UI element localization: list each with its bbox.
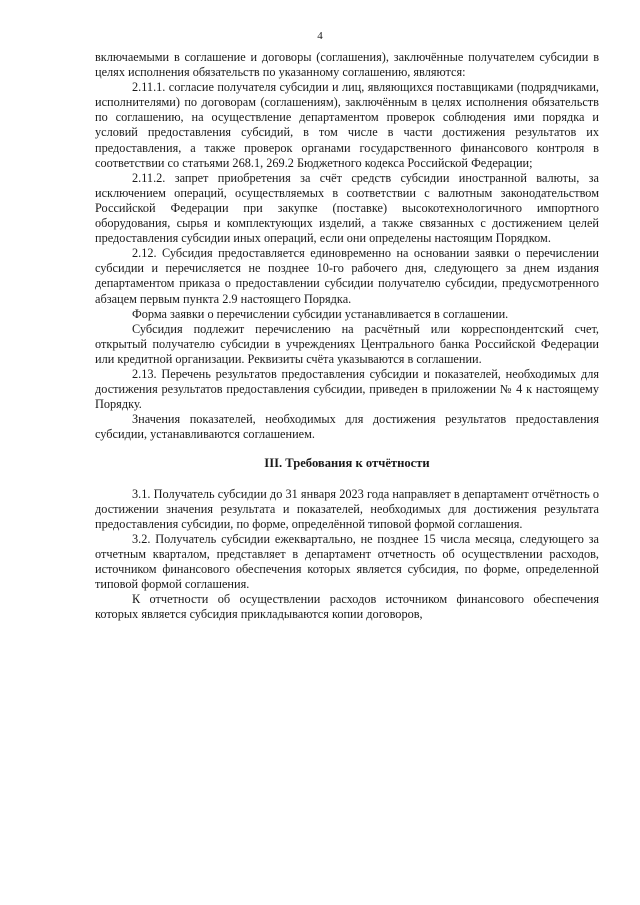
paragraph-2-11-2: 2.11.2. запрет приобретения за счёт средств субсидии иностранной валюты, за исключением операций, осуществляемых в соответствии с валютным законодательством Российской Федерации при закупке (поставке) высокотехнологичного импортного оборудования, сырья и комплектующих изделий, а также связанных с достижением целей предоставления субсидии иных операций, если они определены настоящим Порядком. bbox=[95, 170, 599, 246]
document-body bbox=[95, 50, 599, 622]
paragraph-report-attachments: К отчетности об осуществлении расходов источником финансового обеспечения которых является субсидия прикладываются копии договоров, bbox=[95, 592, 599, 622]
section-heading: III. Требования к отчётности bbox=[264, 456, 430, 471]
paragraph-continuation: включаемыми в соглашение и договоры (соглашения), заключённые получателем субсидии в целях исполнения обязательств по указанному соглашению, являются: bbox=[95, 50, 599, 80]
paragraph-2-12: 2.12. Субсидия предоставляется единовременно на основании заявки о перечислении субсидии и перечисляется не позднее 10-го рабочего дня, следующего за днем издания департаментом приказа о предоставлении субсидии получателю субсидии, предусмотренного абзацем первым пункта 2.9 настоящего Порядка. bbox=[95, 246, 599, 306]
paragraph-request-form: Форма заявки о перечислении субсидии устанавливается в соглашении. bbox=[132, 306, 509, 321]
paragraph-indicator-values: Значения показателей, необходимых для достижения результатов предоставления субсидии, устанавливаются соглашением. bbox=[95, 412, 599, 442]
page-number: 4 bbox=[317, 30, 323, 42]
paragraph-3-2: 3.2. Получатель субсидии ежеквартально, не позднее 15 числа месяца, следующего за отчетным кварталом, представляет в департамент отчетность об осуществлении расходов, источником финансового обеспечения которых является субсидия, по форме, определенной типовой формой соглашения. bbox=[95, 531, 599, 592]
paragraph-3-1: 3.1. Получатель субсидии до 31 января 2023 года направляет в департамент отчётность о достижении значения результата и показателей, необходимых для достижения результата предоставления субсидии, по форме, определённой типовой формой соглашения. bbox=[95, 486, 599, 531]
paragraph-2-11-1: 2.11.1. согласие получателя субсидии и лиц, являющихся поставщиками (подрядчиками, исполнителями) по договорам (соглашениям), заключённым в целях исполнения обязательств по соглашению, на осуществление департаментом проверок соблюдения ими порядка и условий предоставления субсидий, в том числе в части достижения результатов их предоставления, а также проверок органами государственного финансового контроля в соответствии со статьями 268.1, 269.2 Бюджетного кодекса Российской Федерации; bbox=[95, 80, 599, 170]
paragraph-transfer-account: Субсидия подлежит перечислению на расчётный или корреспондентский счет, открытый получателю субсидии в учреждениях Центрального банка Российской Федерации или кредитной организации. Реквизиты счёта указываются в соглашении. bbox=[95, 321, 599, 366]
paragraph-2-13: 2.13. Перечень результатов предоставления субсидии и показателей, необходимых для достижения результатов предоставления субсидии, приведен в приложении № 4 к настоящему Порядку. bbox=[95, 366, 599, 412]
